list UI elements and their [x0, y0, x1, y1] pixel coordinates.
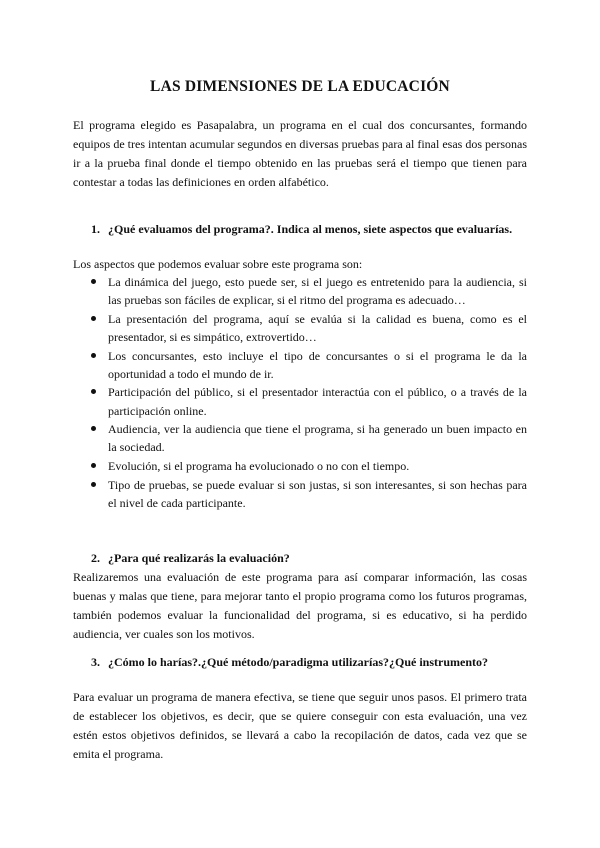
section-3-body: Para evaluar un programa de manera efectiva, se tiene que seguir unos pasos. El primero trata de establecer los objetivos, es decir, que se quiere conseguir con esta evaluación, una vez estén estos objetivos definidos, se llevará a cabo la recopilación de datos, cada vez que se emita el programa. — [73, 690, 527, 761]
list-item: Participación del público, si el presentador interactúa con el público, o a través de la participación online. — [91, 383, 527, 419]
section-2-heading — [91, 550, 544, 566]
section-1-lead: Los aspectos que podemos evaluar sobre este programa son: — [73, 257, 363, 271]
section-2-body: Realizaremos una evaluación de este programa para así comparar información, las cosas buenas y malas que tiene, para mejorar tanto el propio programa como los futuros programas, también podemos evaluar la funcionalidad del programa, si es educativo, si ha perdido audiencia, ver cuales son los motivos. — [73, 570, 527, 641]
section-3-heading-text: ¿Cómo lo harías?.¿Qué método/paradigma utilizarías?¿Qué instrumento? — [108, 655, 488, 669]
intro-paragraph: El programa elegido es Pasapalabra, un programa en el cual dos concursantes, formando equipos de tres intentan acumular segundos en diversas pruebas para al final esas dos personas ir a la prueba final donde el tiempo obtenido en las pruebas será el tiempo que tienen para contestar a todas las definiciones en orden alfabético. — [73, 118, 527, 189]
bullet-icon — [91, 316, 96, 321]
section-2-heading-text: ¿Para qué realizarás la evaluación? — [108, 551, 290, 565]
bullet-icon — [91, 389, 96, 394]
page-title: LAS DIMENSIONES DE LA EDUCACIÓN — [150, 78, 450, 95]
list-item: Evolución, si el programa ha evolucionado o no con el tiempo. — [91, 457, 527, 475]
list-item: La presentación del programa, aquí se evalúa si la calidad es buena, como es el presentador, si es simpático, extrovertido… — [91, 310, 527, 346]
bullet-icon — [91, 482, 96, 487]
section-1-number: 1. — [91, 222, 100, 236]
list-item: La dinámica del juego, esto puede ser, si el juego es entretenido para la audiencia, si las pruebas son fáciles de explicar, si el ritmo del programa es adecuado… — [91, 273, 527, 309]
bullet-icon — [91, 426, 96, 431]
bullet-icon — [91, 463, 96, 468]
bullet-icon — [91, 279, 96, 284]
list-item: Los concursantes, esto incluye el tipo de concursantes o si el programa le da la oportunidad a todo el mundo de ir. — [91, 347, 527, 383]
list-item: Audiencia, ver la audiencia que tiene el programa, si ha generado un buen impacto en la sociedad. — [91, 420, 527, 456]
bullet-icon — [91, 353, 96, 358]
section-3-heading — [91, 654, 544, 670]
list-item: Tipo de pruebas, se puede evaluar si son justas, si son interesantes, si son hechas para el nivel de cada participante. — [91, 476, 527, 512]
section-2-number: 2. — [91, 551, 100, 565]
section-1-heading — [91, 221, 544, 237]
section-3-number: 3. — [91, 655, 100, 669]
aspects-list — [91, 273, 527, 512]
section-1-heading-text: ¿Qué evaluamos del programa?. Indica al menos, siete aspectos que evaluarías. — [108, 222, 513, 236]
